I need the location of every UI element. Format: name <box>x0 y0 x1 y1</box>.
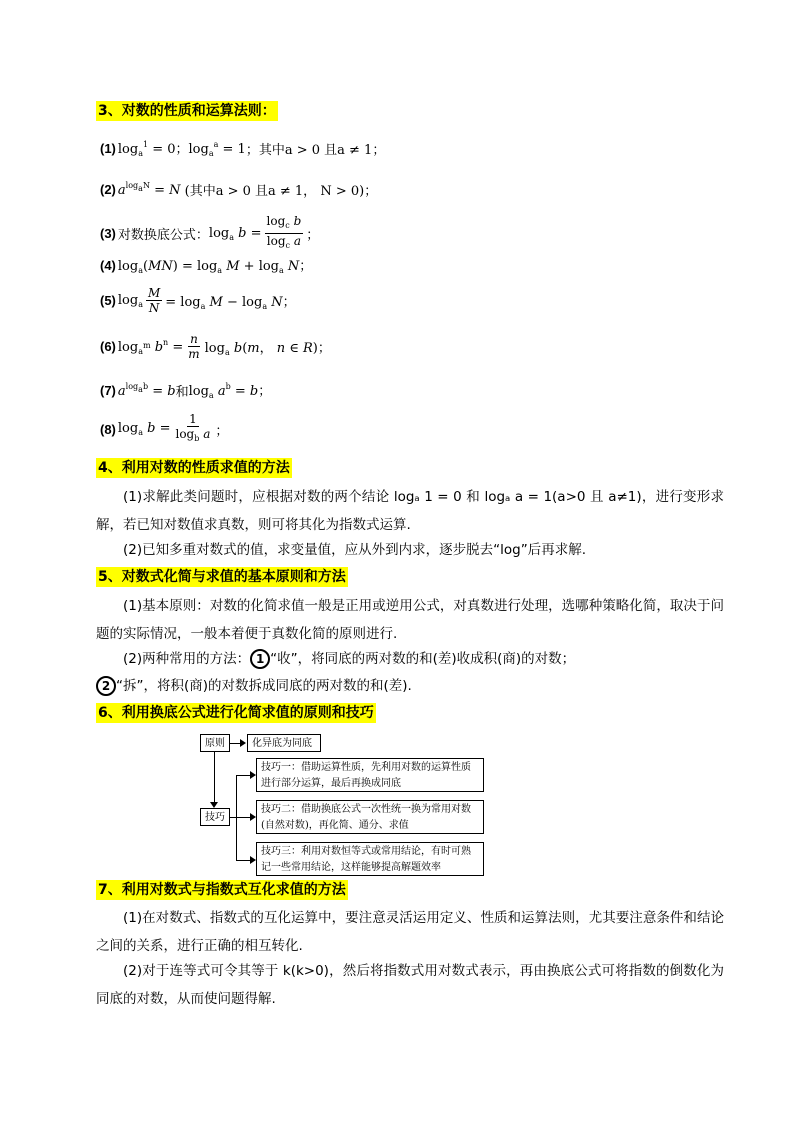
formula-5: (5) $\log_a$ $\frac{M}{N}$ = $\log_a M - \log_a N$； <box>100 286 296 315</box>
section-5-heading: 5、对数式化简与求值的基本原则和方法 <box>98 569 346 585</box>
paragraph-4-1: (1)求解此类问题时，应根据对数的两个结论 logₐ 1 = 0 和 logₐ a = 1(a>0 且 a≠1)，进行变形求解，若已知对数值求真数，则可将其化为指数式运算. <box>96 489 724 533</box>
paragraph-5-3: 2 “拆”，将积(商)的对数拆成同底的两对数的和(差). <box>96 672 724 700</box>
paragraph-4-2: (2)已知多重对数式的值，求变量值，应从外到内求，逐步脱去“log”后再求解. <box>123 542 586 558</box>
connector-line <box>214 752 215 802</box>
formula-3: (3) 对数换底公式： $\log_a b$ = $\frac{\log_c b}{\log_c a}$ ； <box>100 214 320 250</box>
formula-2: (2) $a^{log_aN} = N$ (其中a > 0 且a ≠ 1， N > 0)； <box>100 181 378 199</box>
skill-3-box: 技巧三：利用对数恒等式或常用结论，有时可熟记一些常用结论，这样能够提高解题效率 <box>256 842 484 876</box>
principle-box: 原则 <box>200 734 230 752</box>
skill-2-box: 技巧二：借助换底公式一次性统一换为常用对数(自然对数)，再化简、通分、求值 <box>256 800 484 834</box>
section-6-heading: 6、利用换底公式进行化简求值的原则和技巧 <box>98 705 374 721</box>
formula-4: (4) $\log_a(MN) = \log_a M + \log_a N$； <box>100 257 313 275</box>
skill-box: 技巧 <box>200 808 230 826</box>
principle-target-box: 化异底为同底 <box>247 734 321 752</box>
circled-number-1: 1 <box>250 649 270 669</box>
formula-6: (6) $\log_{a^m} b^n$ = $\frac{n}{m}$ $\log_a b(m$， n ∈ R)； <box>100 332 331 361</box>
section-7-heading: 7、利用对数式与指数式互化求值的方法 <box>98 882 346 898</box>
formula-1: (1) $\log_a^1 = 0$；$\log_a^a = 1$ ；其中a > 0 且a ≠ 1； <box>100 140 386 158</box>
connector-line <box>236 817 250 818</box>
paragraph-5-1: (1)基本原则：对数的化简求值一般是正用或逆用公式，对真数进行处理，选哪种策略化简，取决于问题的实际情况，一般本着便于真数化简的原则进行. <box>96 598 724 642</box>
connector-line <box>236 860 250 861</box>
skill-1-box: 技巧一：借助运算性质，先利用对数的运算性质进行部分运算，最后再换成同底 <box>256 758 484 792</box>
arrow-right-icon <box>240 739 246 747</box>
paragraph-5-2: (2)两种常用的方法： 1 “收”，将同底的两对数的和(差)收成积(商)的对数； <box>123 651 576 667</box>
connector-line <box>236 775 250 776</box>
circled-number-2: 2 <box>96 676 116 696</box>
connector-line <box>230 743 240 744</box>
formula-7: (7) $a^{log_ab} = b$ 和 $\log_a a^b = b$； <box>100 381 272 400</box>
paragraph-7-1: (1)在对数式、指数式的互化运算中，要注意灵活运用定义、性质和运算法则，尤其要注意条件和结论之间的关系，进行正确的相互转化. <box>96 910 724 954</box>
section-3-heading: 3、对数的性质和运算法则： <box>98 103 276 119</box>
formula-8: (8) $\log_a b$ = $\frac{1}{\log_b a}$ ； <box>100 412 229 443</box>
paragraph-7-2: (2)对于连等式可令其等于 k(k>0)，然后将指数式用对数式表示，再由换底公式可将指数的倒数化为同底的对数，从而使问题得解. <box>96 963 724 1007</box>
section-4-heading: 4、利用对数的性质求值的方法 <box>98 460 290 476</box>
connector-line <box>236 775 237 861</box>
